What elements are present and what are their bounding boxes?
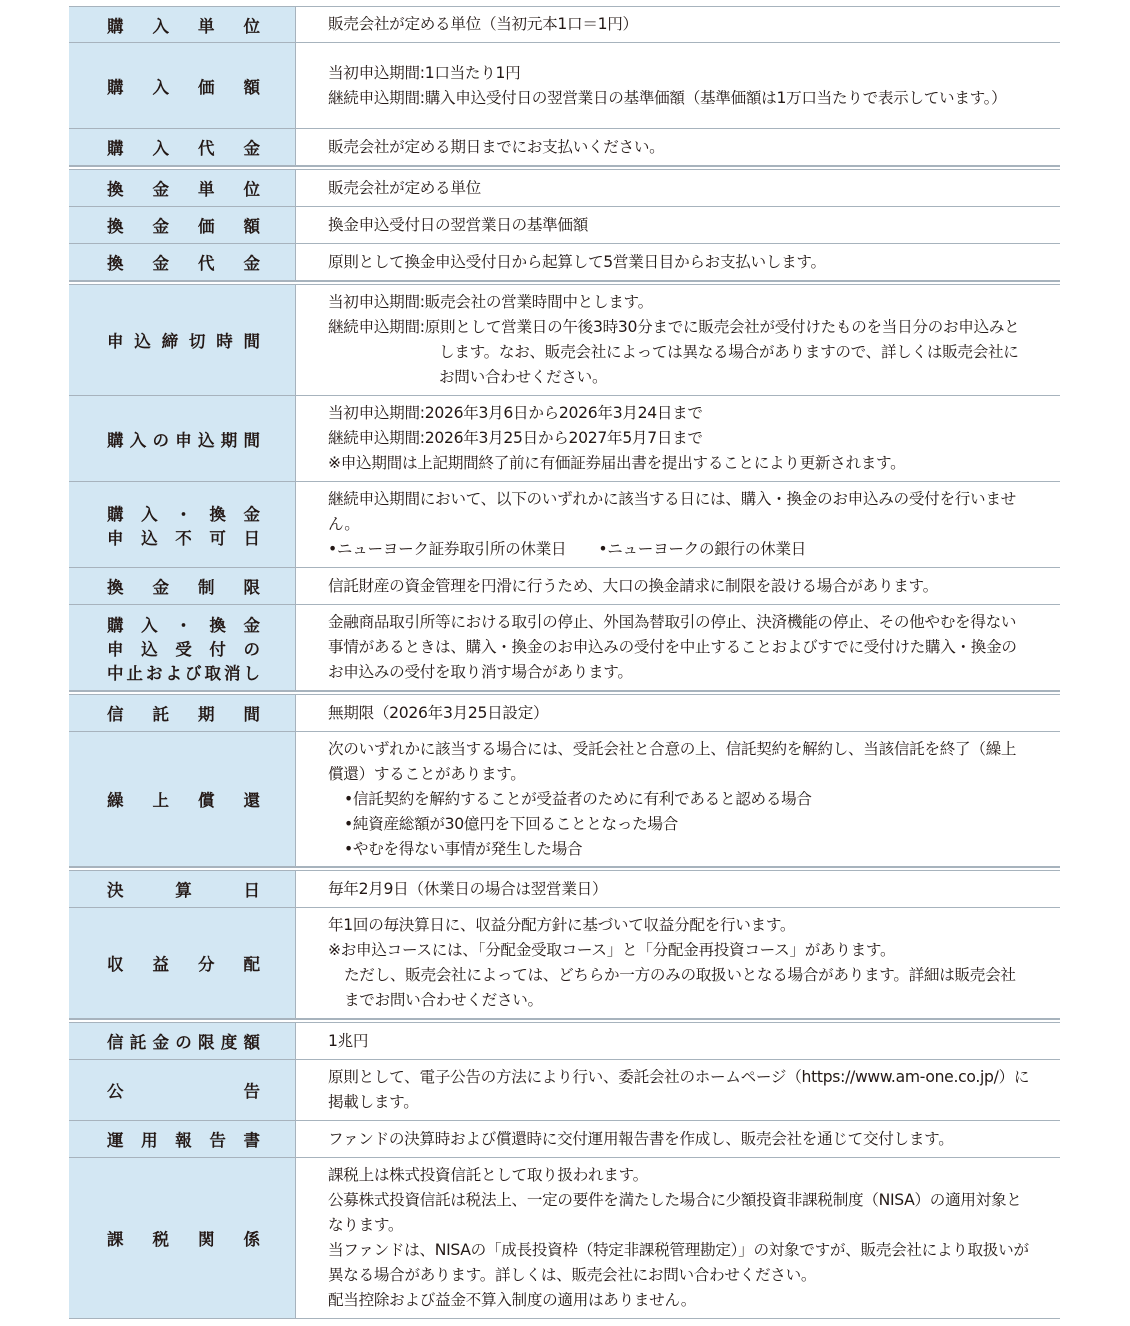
- label-line: 中 止 お よ び 取 消 し: [107, 663, 260, 683]
- label-text: 収 益 分 配: [107, 955, 260, 974]
- row-label: [69, 1121, 295, 1157]
- row-value: [295, 695, 1060, 731]
- row-redemption-payment: [69, 244, 1060, 281]
- label-text: 繰 上 償 還: [107, 791, 260, 810]
- row-trust-limit: [69, 1019, 1060, 1060]
- label-text: 購 入 代 金: [107, 139, 260, 158]
- value-line: 当初申込期間:1口当たり1円: [328, 63, 521, 82]
- value-text: 販売会社が定める単位: [328, 178, 481, 197]
- row-label: [69, 871, 295, 907]
- label-text: 課 税 関 係: [107, 1230, 260, 1249]
- row-label: [69, 129, 295, 165]
- row-purchase-price: [69, 43, 1060, 129]
- row-value: [295, 605, 1060, 690]
- row-label: [69, 732, 295, 866]
- value-line: 年1回の毎決算日に、収益分配方針に基づいて収益分配を行います。: [328, 916, 796, 934]
- row-value: [295, 1060, 1060, 1120]
- row-label: [69, 285, 295, 395]
- row-application-period: [69, 396, 1060, 482]
- row-label: [69, 482, 295, 567]
- value-text: 販売会社が定める単位（当初元本1口＝1円）: [328, 15, 638, 33]
- label-line: 購 入 ・ 換 金: [107, 615, 260, 635]
- value-line: 公募株式投資信託は税法上、一定の要件を満たした場合に少額投資非課税制度（NISA）の適用対象となります。: [328, 1191, 1022, 1234]
- label-line: 申 込 不 可 日: [107, 528, 260, 548]
- value-line: 当ファンドは、NISAの「成長投資枠（特定非課税管理勘定）」の対象ですが、販売会社により取扱いが異なる場合があります。詳しくは、販売会社にお問い合わせください。: [328, 1241, 1029, 1284]
- row-value: [295, 170, 1060, 206]
- row-value: [295, 1121, 1060, 1157]
- value-text: 1兆円: [328, 1031, 369, 1050]
- row-value: [295, 908, 1060, 1018]
- row-redemption-price: [69, 207, 1060, 244]
- bullet-item: •ニューヨーク証券取引所の休業日: [328, 540, 567, 558]
- value-line: 次のいずれかに該当する場合には、受託会社と合意の上、信託契約を解約し、当該信託を終了（繰上償還）することがあります。: [328, 739, 1017, 783]
- value-line: 当初申込期間:2026年3月6日から2026年3月24日まで: [328, 404, 703, 422]
- value-line: 課税上は株式投資信託として取り扱われます。: [328, 1166, 648, 1184]
- row-label: [69, 1060, 295, 1120]
- bullet-item: •純資産総額が30億円を下回ることとなった場合: [344, 814, 679, 833]
- value-line: 継続申込期間:原則として営業日の午後3時30分までに販売会社が受付けたものを当日分のお申込みとします。なお、販売会社によっては異なる場合がありますので、詳しくは販売会社にお問い合わせください。: [328, 318, 1020, 386]
- value-text: 原則として換金申込受付日から起算して5営業日目からお支払いします。: [328, 252, 826, 271]
- row-suspension-cancellation: [69, 605, 1060, 691]
- value-text: 金融商品取引所等における取引の停止、外国為替取引の停止、決済機能の停止、その他やむを得ない事情があるときは、購入・換金のお申込みの受付を中止することおよびすでに受付けた購入・換金のお申込みの受付を取り消す場合があります。: [328, 613, 1017, 681]
- row-cutoff-time: [69, 281, 1060, 396]
- row-value: [295, 482, 1060, 567]
- row-label: [69, 908, 295, 1018]
- label-text: 公 告: [107, 1082, 260, 1101]
- row-label: [69, 605, 295, 690]
- row-value: [295, 285, 1060, 395]
- row-taxation: [69, 1158, 1060, 1319]
- value-line: 当初申込期間:販売会社の営業時間中とします。: [328, 293, 653, 311]
- label-text: 換 金 価 額: [107, 217, 260, 236]
- label-text: 信 託 期 間: [107, 705, 260, 724]
- value-line: 継続申込期間において、以下のいずれかに該当する日には、購入・換金のお申込みの受付を行いません。: [328, 490, 1016, 533]
- row-label: [69, 1023, 295, 1059]
- row-redemption-unit: [69, 166, 1060, 207]
- row-label: [69, 170, 295, 206]
- row-label: [69, 695, 295, 731]
- value-text: 販売会社が定める期日までにお支払いください。: [328, 137, 665, 156]
- row-settlement-date: [69, 867, 1060, 908]
- row-trust-period: [69, 691, 1060, 732]
- value-text: 信託財産の資金管理を円滑に行うため、大口の換金請求に制限を設ける場合があります。: [328, 576, 938, 595]
- label-text: 申 込 締 切 時 間: [107, 332, 260, 351]
- bullet-item: •信託契約を解約することが受益者のために有利であると認める場合: [344, 789, 812, 808]
- row-non-acceptance-days: [69, 482, 1060, 568]
- row-early-redemption: [69, 732, 1060, 867]
- value-text: 無期限（2026年3月25日設定）: [328, 703, 549, 722]
- row-label: [69, 1158, 295, 1318]
- row-label: [69, 244, 295, 280]
- row-value: [295, 244, 1060, 280]
- value-line: 配当控除および益金不算入制度の適用はありません。: [328, 1291, 696, 1309]
- label-text: 購 入 価 額: [107, 77, 260, 97]
- row-purchase-unit: [69, 6, 1060, 43]
- row-value: [295, 732, 1060, 866]
- value-text: 毎年2月9日（休業日の場合は翌営業日）: [328, 879, 608, 898]
- label-text: 換 金 代 金: [107, 254, 260, 273]
- row-value: [295, 1158, 1060, 1318]
- value-line: ※申込期間は上記期間終了前に有価証券届出書を提出することにより更新されます。: [328, 454, 906, 472]
- bullet-line: [328, 537, 1030, 562]
- row-value: [295, 129, 1060, 165]
- row-label: [69, 7, 295, 42]
- label-text: 換 金 単 位: [107, 180, 260, 199]
- row-value: [295, 568, 1060, 604]
- row-value: [295, 7, 1060, 42]
- row-label: [69, 43, 295, 128]
- fund-terms-table: [69, 6, 1060, 1319]
- value-text: 原則として、電子公告の方法により行い、委託会社のホームページ（https://www.am-one.co.jp/）に掲載します。: [328, 1068, 1030, 1111]
- value-line: 継続申込期間:購入申込受付日の翌営業日の基準価額（基準価額は1万口当たりで表示しています。）: [328, 88, 1007, 107]
- row-label: [69, 568, 295, 604]
- row-value: [295, 207, 1060, 243]
- label-text: 信 託 金 の 限 度 額: [107, 1033, 260, 1052]
- row-label: [69, 207, 295, 243]
- label-text: 購 入 単 位: [107, 16, 260, 36]
- row-management-report: [69, 1121, 1060, 1158]
- label-text: 運 用 報 告 書: [107, 1131, 260, 1150]
- row-value: [295, 1023, 1060, 1059]
- row-value: [295, 43, 1060, 128]
- row-value: [295, 871, 1060, 907]
- row-purchase-payment: [69, 129, 1060, 166]
- value-line: ただし、販売会社によっては、どちらか一方のみの取扱いとなる場合があります。詳細は販売会社までお問い合わせください。: [344, 966, 1016, 1009]
- bullet-item: •やむを得ない事情が発生した場合: [344, 839, 583, 858]
- bullet-item: •ニューヨークの銀行の休業日: [598, 540, 807, 558]
- row-redemption-limit: [69, 568, 1060, 605]
- value-line: 継続申込期間:2026年3月25日から2027年5月7日まで: [328, 429, 703, 447]
- value-text: 換金申込受付日の翌営業日の基準価額: [328, 215, 588, 234]
- label-text: 決 算 日: [107, 881, 260, 900]
- label-line: 購 入 ・ 換 金: [107, 504, 260, 524]
- label-text: 換 金 制 限: [107, 578, 260, 597]
- value-text: ファンドの決算時および償還時に交付運用報告書を作成し、販売会社を通じて交付します。: [328, 1129, 954, 1148]
- label-text: 購 入 の 申 込 期 間: [107, 430, 260, 450]
- row-distribution: [69, 908, 1060, 1019]
- row-label: [69, 396, 295, 481]
- value-line: ※お申込コースには、「分配金受取コース」と「分配金再投資コース」があります。: [328, 941, 896, 959]
- row-public-notice: [69, 1060, 1060, 1121]
- row-value: [295, 396, 1060, 481]
- label-line: 申 込 受 付 の: [107, 639, 260, 659]
